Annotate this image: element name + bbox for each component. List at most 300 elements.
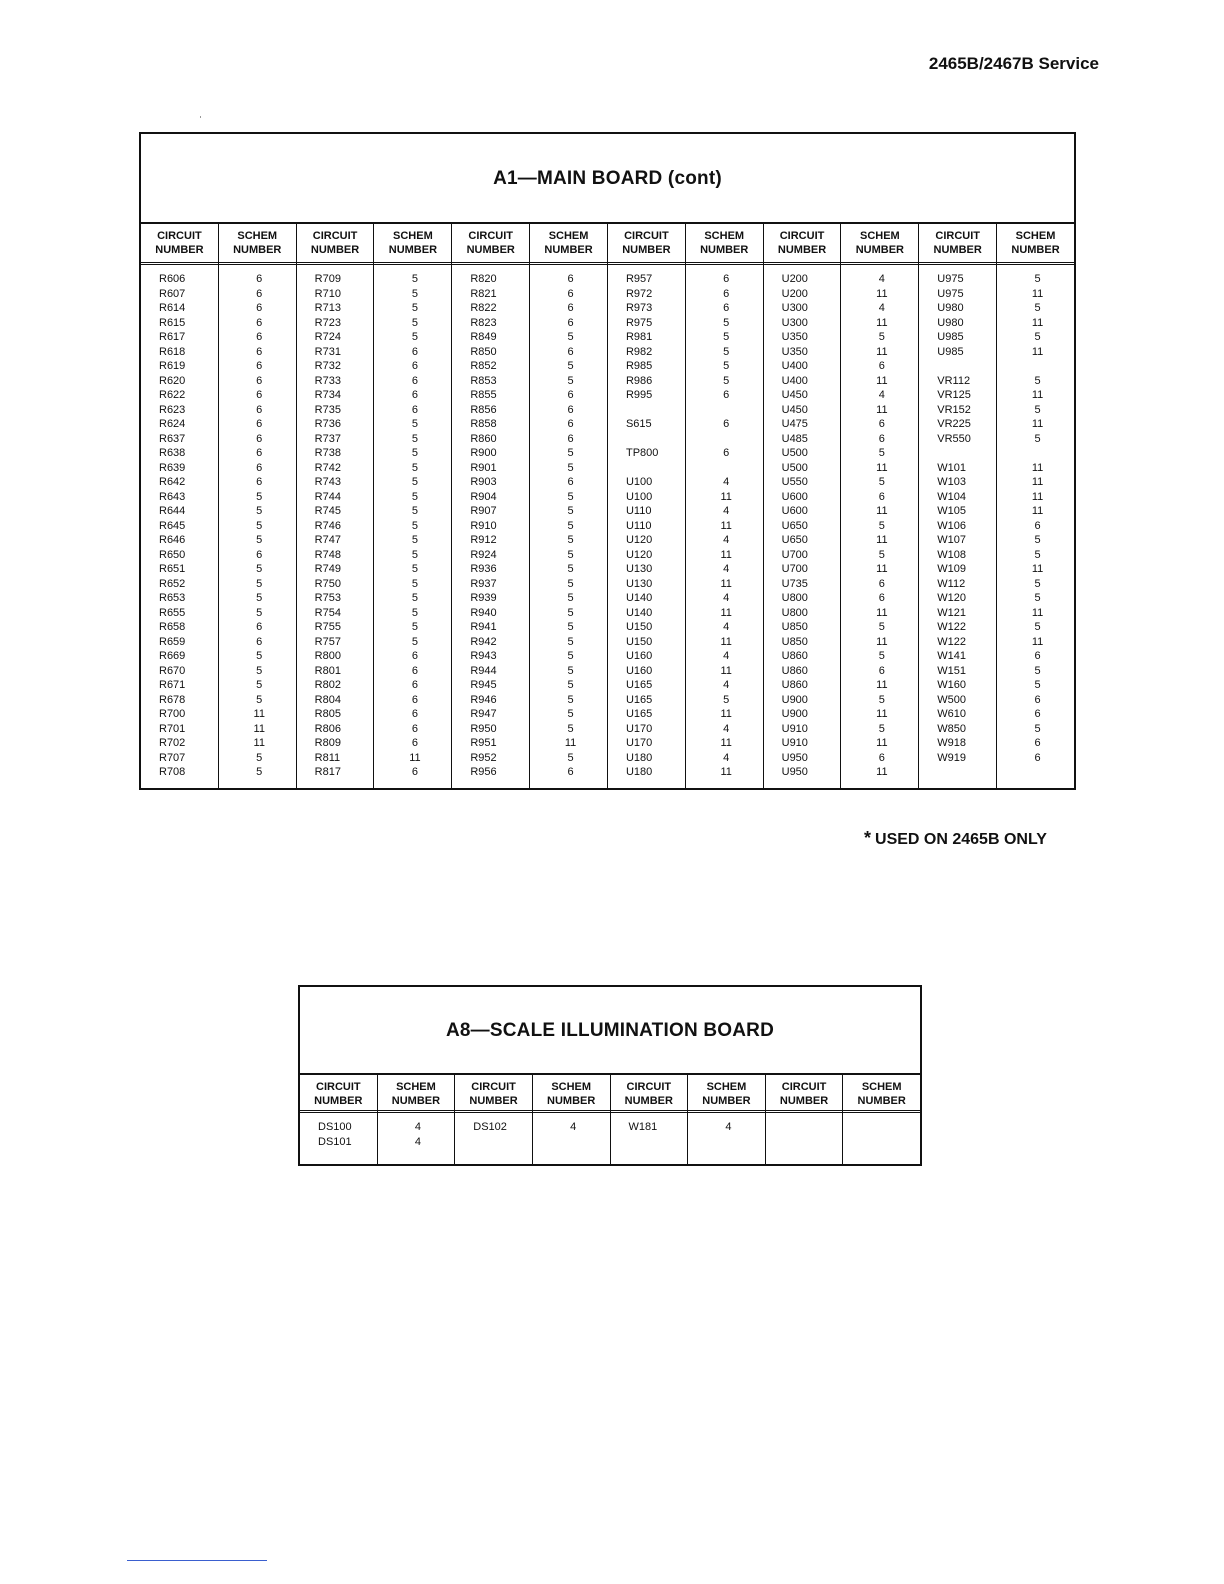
schem-number-cell: 5 — [411, 476, 418, 488]
schem-number-cell: 11 — [876, 737, 888, 749]
schem-number-cell: 5 — [256, 592, 263, 604]
circuit-number-cell: U950 — [781, 766, 808, 778]
a1-circuit-header — [608, 224, 685, 265]
circuit-number-cell: R747 — [314, 534, 341, 546]
circuit-number-cell: U170 — [625, 722, 653, 735]
circuit-number-cell: W103 — [937, 476, 967, 488]
header-line: CIRCUIT — [468, 230, 514, 242]
header-line: NUMBER — [777, 244, 827, 256]
a8-schem-column-4 — [843, 1075, 920, 1164]
a8-circuit-values — [300, 1113, 377, 1149]
schem-number-cell: 11 — [1031, 418, 1044, 430]
schem-number-cell: 6 — [723, 418, 730, 430]
schem-number-cell: 5 — [411, 316, 418, 329]
schem-number-cell: 5 — [1034, 273, 1041, 285]
schem-number-cell — [997, 359, 1074, 374]
a1-circuit-values — [608, 265, 685, 780]
schem-number-cell: 11 — [1031, 461, 1044, 474]
a1-schem-column-6 — [997, 224, 1074, 788]
a8-schem-header — [688, 1075, 765, 1113]
circuit-number-cell: U120 — [625, 534, 653, 546]
schem-number-cell: 6 — [567, 273, 574, 285]
schem-number-cell: 6 — [256, 331, 263, 343]
circuit-number-cell: VR225 — [937, 418, 971, 430]
circuit-number-cell: U800 — [781, 592, 808, 604]
schem-number-cell: 5 — [878, 476, 885, 488]
schem-number-cell: 5 — [567, 722, 574, 735]
circuit-number-cell: R731 — [314, 345, 341, 358]
schem-number-cell: 11 — [876, 461, 888, 474]
circuit-number-cell: R755 — [314, 621, 341, 633]
circuit-number-cell: R986 — [625, 374, 653, 387]
header-line: NUMBER — [857, 1095, 906, 1107]
a1-circuit-column-4 — [608, 224, 686, 788]
schem-number-cell: 6 — [567, 418, 574, 430]
circuit-number-cell: R855 — [470, 389, 497, 401]
schem-number-cell: 5 — [1034, 331, 1041, 343]
circuit-number-cell: U985 — [937, 345, 964, 358]
a8-circuit-values — [455, 1113, 532, 1135]
schem-number-cell: 5 — [567, 534, 574, 546]
circuit-number-cell: R952 — [470, 751, 497, 764]
circuit-number-cell: R638 — [159, 447, 186, 459]
circuit-number-cell: U165 — [625, 708, 653, 720]
schem-number-cell: 4 — [723, 751, 730, 764]
circuit-number-cell: W120 — [937, 592, 967, 604]
a1-schem-header — [219, 224, 296, 265]
circuit-number-cell: W918 — [937, 737, 967, 749]
header-line: CIRCUIT — [626, 1081, 672, 1093]
a1-circuit-column-6 — [919, 224, 997, 788]
page-header: 2465B/2467B Service — [928, 54, 1099, 73]
circuit-number-cell: VR112 — [937, 374, 971, 387]
schem-number-cell: 6 — [1034, 519, 1041, 532]
circuit-number-cell: W141 — [937, 650, 967, 662]
schem-number-cell: 6 — [256, 461, 263, 474]
schem-number-cell: 4 — [878, 273, 885, 285]
circuit-number-cell: U140 — [625, 592, 653, 604]
header-line: NUMBER — [544, 244, 593, 256]
schem-number-cell: 6 — [411, 650, 418, 662]
a1-circuit-header — [141, 224, 218, 265]
circuit-number-cell: R742 — [314, 461, 341, 474]
circuit-number-cell: R753 — [314, 592, 341, 604]
schem-number-cell: 11 — [876, 345, 888, 358]
schem-number-cell: 4 — [414, 1135, 421, 1148]
schem-number-cell: 6 — [256, 389, 263, 401]
circuit-number-cell: U130 — [625, 563, 653, 575]
schem-number-cell: 5 — [878, 722, 885, 735]
header-line: NUMBER — [779, 1095, 829, 1107]
circuit-number-cell: R901 — [470, 461, 497, 474]
schem-number-cell: 6 — [723, 302, 730, 314]
header-line: CIRCUIT — [316, 1081, 361, 1093]
a8-schem-header — [843, 1075, 920, 1113]
schem-number-cell: 6 — [567, 316, 574, 329]
circuit-number-cell: R811 — [314, 751, 341, 764]
schem-number-cell: 5 — [411, 606, 418, 619]
schem-number-cell: 5 — [1034, 302, 1041, 314]
circuit-number-cell: U400 — [781, 374, 808, 387]
circuit-number-cell: R912 — [470, 534, 497, 546]
circuit-number-cell: R743 — [314, 476, 341, 488]
a1-schem-values — [841, 265, 918, 780]
circuit-number-cell: R801 — [314, 664, 341, 677]
circuit-number-cell: U900 — [781, 693, 808, 706]
header-line: NUMBER — [624, 1095, 673, 1107]
a1-schem-header — [997, 224, 1074, 265]
header-line: CIRCUIT — [624, 230, 669, 242]
circuit-number-cell: R650 — [159, 548, 186, 561]
a1-circuit-values — [452, 265, 529, 780]
circuit-number-cell — [919, 765, 996, 780]
circuit-number-cell: R943 — [470, 650, 497, 662]
header-line: CIRCUIT — [471, 1081, 516, 1093]
header-line: NUMBER — [702, 1095, 751, 1107]
schem-number-cell: 11 — [876, 679, 888, 691]
circuit-number-cell: R710 — [314, 287, 341, 300]
circuit-number-cell: R733 — [314, 374, 341, 387]
circuit-number-cell: R749 — [314, 563, 341, 575]
circuit-number-cell: U140 — [625, 606, 653, 619]
circuit-number-cell: U600 — [781, 505, 808, 517]
circuit-number-cell: R651 — [159, 563, 186, 575]
schem-number-cell: 11 — [253, 737, 265, 749]
circuit-number-cell: R617 — [159, 331, 186, 343]
circuit-number-cell: U350 — [781, 331, 808, 343]
schem-number-cell: 11 — [1031, 476, 1044, 488]
circuit-number-cell: U850 — [781, 635, 808, 648]
circuit-number-cell: U980 — [937, 316, 964, 329]
circuit-number-cell: U500 — [781, 461, 808, 474]
circuit-number-cell: R802 — [314, 679, 341, 691]
schem-number-cell: 6 — [256, 447, 263, 459]
circuit-number-cell: S615 — [625, 418, 652, 430]
schem-number-cell: 4 — [723, 592, 730, 604]
circuit-number-cell: U400 — [781, 360, 808, 372]
circuit-number-cell: R947 — [470, 708, 497, 720]
header-line: CIRCUIT — [781, 1081, 827, 1093]
circuit-number-cell: R745 — [314, 505, 341, 517]
schem-number-cell: 11 — [1031, 635, 1044, 648]
schem-number-cell: 6 — [256, 302, 263, 314]
circuit-number-cell: U980 — [937, 302, 964, 314]
circuit-number-cell: R985 — [625, 360, 653, 372]
circuit-number-cell: R624 — [159, 418, 186, 430]
circuit-number-cell: U800 — [781, 606, 808, 619]
schem-number-cell: 5 — [1034, 722, 1041, 735]
a1-circuit-values — [919, 265, 996, 780]
circuit-number-cell: R951 — [470, 737, 497, 749]
schem-number-cell: 6 — [411, 693, 418, 706]
schem-number-cell: 11 — [253, 708, 265, 720]
a1-circuit-values — [297, 265, 374, 780]
schem-number-cell: 4 — [723, 679, 730, 691]
schem-number-cell: 6 — [567, 389, 574, 401]
a1-schem-values — [997, 265, 1074, 780]
schem-number-cell: 6 — [411, 360, 418, 372]
schem-number-cell: 11 — [1031, 345, 1044, 358]
schem-number-cell — [997, 765, 1074, 780]
footnote-text: USED ON 2465B ONLY — [875, 831, 1047, 848]
schem-number-cell: 6 — [411, 403, 418, 416]
circuit-number-cell: W151 — [937, 664, 967, 677]
schem-number-cell: 11 — [409, 751, 421, 764]
circuit-number-cell: R754 — [314, 606, 341, 619]
circuit-number-cell: R615 — [159, 316, 186, 329]
a1-schem-column-4 — [686, 224, 764, 788]
circuit-number-cell: U500 — [781, 447, 808, 459]
circuit-number-cell: U900 — [781, 708, 808, 720]
schem-number-cell: 11 — [876, 606, 888, 619]
circuit-number-cell: R606 — [159, 273, 186, 285]
schem-number-cell: 6 — [1034, 708, 1041, 720]
circuit-number-cell: W160 — [937, 679, 967, 691]
schem-number-cell: 4 — [414, 1121, 421, 1133]
circuit-number-cell: R658 — [159, 621, 186, 633]
circuit-number-cell: W107 — [937, 534, 967, 546]
a8-circuit-header — [611, 1075, 688, 1113]
a1-circuit-column-5 — [764, 224, 842, 788]
circuit-number-cell: R735 — [314, 403, 341, 416]
schem-number-cell: 5 — [723, 374, 730, 387]
circuit-number-cell: U300 — [781, 316, 808, 329]
schem-number-cell: 5 — [567, 505, 574, 517]
schem-number-cell: 5 — [1034, 679, 1041, 691]
schem-number-cell: 5 — [567, 360, 574, 372]
circuit-number-cell: U485 — [781, 432, 808, 445]
schem-number-cell: 6 — [567, 432, 574, 445]
circuit-number-cell: W181 — [628, 1121, 658, 1133]
circuit-number-cell: R639 — [159, 461, 186, 474]
schem-number-cell: 5 — [411, 592, 418, 604]
schem-number-cell: 6 — [723, 447, 730, 459]
circuit-number-cell: W500 — [937, 693, 967, 706]
circuit-number-cell: R723 — [314, 316, 341, 329]
circuit-number-cell: R849 — [470, 331, 497, 343]
a1-circuit-header — [297, 224, 374, 265]
circuit-number-cell: U180 — [625, 766, 653, 778]
circuit-number-cell: U735 — [781, 577, 808, 590]
circuit-number-cell: U650 — [781, 519, 808, 532]
schem-number-cell: 11 — [720, 490, 732, 503]
schem-number-cell: 5 — [567, 621, 574, 633]
schem-number-cell: 6 — [411, 722, 418, 735]
circuit-number-cell: R939 — [470, 592, 497, 604]
schem-number-cell: 5 — [256, 650, 263, 662]
schem-number-cell: 5 — [256, 563, 263, 575]
circuit-number-cell: R941 — [470, 621, 497, 633]
schem-number-cell: 5 — [567, 490, 574, 503]
schem-number-cell: 11 — [876, 505, 888, 517]
schem-number-cell: 6 — [1034, 693, 1041, 706]
schem-number-cell: 6 — [256, 432, 263, 445]
circuit-number-cell: R944 — [470, 664, 497, 677]
schem-number-cell: 11 — [1031, 389, 1044, 401]
schem-number-cell: 5 — [723, 316, 730, 329]
circuit-number-cell: R700 — [159, 708, 186, 720]
a8-scale-illumination-table — [298, 985, 922, 1166]
circuit-number-cell: R800 — [314, 650, 341, 662]
schem-number-cell: 11 — [876, 766, 888, 778]
circuit-number-cell: R748 — [314, 548, 341, 561]
schem-number-cell: 4 — [878, 302, 885, 314]
circuit-number-cell: W101 — [937, 461, 967, 474]
schem-number-cell: 4 — [723, 563, 730, 575]
scan-mark — [200, 116, 201, 118]
schem-number-cell: 11 — [720, 606, 732, 619]
schem-number-cell: 11 — [1031, 606, 1044, 619]
circuit-number-cell: R937 — [470, 577, 497, 590]
schem-number-cell: 5 — [256, 505, 263, 517]
circuit-number-cell: R936 — [470, 563, 497, 575]
schem-number-cell: 5 — [878, 447, 885, 459]
circuit-number-cell: R973 — [625, 302, 653, 314]
a8-schem-column-2 — [533, 1075, 611, 1164]
header-line: SCHEM — [704, 230, 745, 242]
schem-number-cell: 6 — [256, 548, 263, 561]
a8-schem-header — [378, 1075, 455, 1113]
schem-number-cell: 4 — [723, 505, 730, 517]
schem-number-cell: 6 — [256, 403, 263, 416]
circuit-number-cell: U120 — [625, 548, 653, 561]
schem-number-cell: 11 — [564, 737, 577, 749]
header-line: SCHEM — [860, 230, 900, 242]
a8-circuit-column-3 — [611, 1075, 689, 1164]
schem-number-cell: 4 — [723, 722, 730, 735]
schem-number-cell: 5 — [411, 432, 418, 445]
circuit-number-cell: R972 — [625, 287, 653, 300]
circuit-number-cell: R956 — [470, 766, 497, 778]
circuit-number-cell: U200 — [781, 273, 808, 285]
a1-schem-column-3 — [530, 224, 608, 788]
schem-number-cell: 4 — [878, 389, 885, 401]
circuit-number-cell — [608, 461, 685, 476]
circuit-number-cell: U975 — [937, 287, 964, 300]
a8-circuit-header — [455, 1075, 532, 1113]
header-line: CIRCUIT — [935, 230, 980, 242]
circuit-number-cell: R822 — [470, 302, 497, 314]
schem-number-cell: 6 — [1034, 737, 1041, 749]
a8-schem-values — [378, 1113, 455, 1149]
schem-number-cell: 6 — [256, 418, 263, 430]
schem-number-cell: 5 — [411, 534, 418, 546]
schem-number-cell: 6 — [878, 360, 885, 372]
schem-number-cell: 5 — [723, 345, 730, 358]
schem-number-cell: 5 — [411, 287, 418, 300]
schem-number-cell: 11 — [1031, 316, 1044, 329]
circuit-number-cell: DS102 — [473, 1121, 507, 1133]
a8-schem-column-1 — [378, 1075, 456, 1164]
circuit-number-cell: R821 — [470, 287, 497, 300]
circuit-number-cell: U975 — [937, 273, 964, 285]
circuit-number-cell: R957 — [625, 273, 653, 285]
a8-schem-header — [533, 1075, 610, 1113]
a1-circuit-column-2 — [297, 224, 375, 788]
a8-circuit-column-1 — [300, 1075, 378, 1164]
circuit-number-cell: TP800 — [625, 447, 659, 459]
schem-number-cell: 6 — [256, 345, 263, 358]
schem-number-cell: 5 — [567, 693, 574, 706]
circuit-number-cell: R620 — [159, 374, 186, 387]
schem-number-cell: 5 — [878, 548, 885, 561]
schem-number-cell: 5 — [878, 650, 885, 662]
circuit-number-cell: R669 — [159, 650, 186, 662]
circuit-number-cell: U700 — [781, 548, 808, 561]
schem-number-cell: 5 — [1034, 664, 1041, 677]
circuit-number-cell: R736 — [314, 418, 341, 430]
circuit-number-cell — [608, 403, 685, 418]
a8-circuit-values — [766, 1113, 843, 1120]
circuit-number-cell: U860 — [781, 664, 808, 677]
circuit-number-cell: U600 — [781, 490, 808, 503]
circuit-number-cell: U950 — [781, 751, 808, 764]
a1-schem-values — [219, 265, 296, 780]
schem-number-cell: 5 — [723, 331, 730, 343]
circuit-number-cell: W106 — [937, 519, 967, 532]
schem-number-cell: 5 — [411, 461, 418, 474]
schem-number-cell: 5 — [1034, 592, 1041, 604]
schem-number-cell: 5 — [256, 751, 263, 764]
a1-circuit-values — [764, 265, 841, 780]
header-line: NUMBER — [547, 1095, 596, 1107]
circuit-number-cell: R757 — [314, 635, 341, 648]
circuit-number-cell: R732 — [314, 360, 341, 372]
circuit-number-cell: U450 — [781, 389, 808, 401]
circuit-number-cell: R903 — [470, 476, 497, 488]
circuit-number-cell: R622 — [159, 389, 186, 401]
a1-schem-values — [374, 265, 451, 780]
a1-circuit-values — [141, 265, 218, 780]
schem-number-cell: 5 — [567, 461, 574, 474]
schem-number-cell: 11 — [720, 548, 732, 561]
circuit-number-cell: R809 — [314, 737, 341, 749]
circuit-number-cell — [608, 432, 685, 447]
header-line: SCHEM — [706, 1081, 747, 1093]
schem-number-cell — [997, 446, 1074, 461]
schem-number-cell: 5 — [567, 751, 574, 764]
header-line: NUMBER — [388, 244, 438, 256]
a8-circuit-column-4 — [766, 1075, 844, 1164]
a1-schem-values — [686, 265, 763, 780]
circuit-number-cell: R644 — [159, 505, 186, 517]
schem-number-cell: 5 — [411, 577, 418, 590]
header-line: NUMBER — [314, 1095, 363, 1107]
a1-circuit-column-3 — [452, 224, 530, 788]
circuit-number-cell: R805 — [314, 708, 341, 720]
schem-number-cell: 6 — [878, 577, 885, 590]
schem-number-cell: 6 — [256, 635, 263, 648]
schem-number-cell: 11 — [720, 708, 732, 720]
circuit-number-cell: R900 — [470, 447, 497, 459]
a8-circuit-header — [300, 1075, 377, 1113]
circuit-number-cell: U130 — [625, 577, 653, 590]
schem-number-cell: 11 — [876, 287, 888, 300]
footer-rule — [127, 1560, 267, 1561]
schem-number-cell: 11 — [1031, 287, 1044, 300]
circuit-number-cell: W104 — [937, 490, 967, 503]
header-line: CIRCUIT — [779, 230, 825, 242]
circuit-number-cell: R942 — [470, 635, 497, 648]
schem-number-cell: 4 — [723, 534, 730, 546]
circuit-number-cell: U910 — [781, 737, 808, 749]
circuit-number-cell: R910 — [470, 519, 497, 532]
circuit-number-cell: U550 — [781, 476, 808, 488]
schem-number-cell: 6 — [567, 766, 574, 778]
schem-number-cell: 4 — [723, 621, 730, 633]
circuit-number-cell: U450 — [781, 403, 808, 416]
circuit-number-cell: R907 — [470, 505, 497, 517]
